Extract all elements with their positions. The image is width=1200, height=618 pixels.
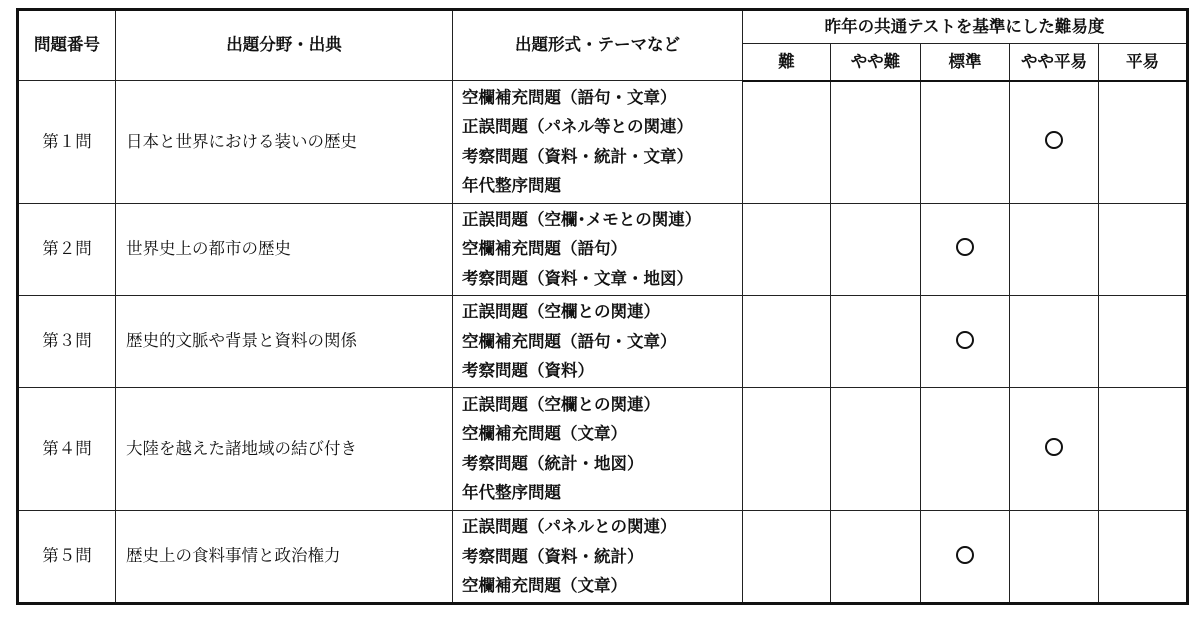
format-item: 考察問題（資料） [462, 361, 594, 381]
format-item: 空欄補充問題（語句・文章） [462, 87, 677, 107]
question-formats [453, 510, 743, 603]
format-item: 空欄補充問題（文章） [462, 424, 627, 444]
difficulty-cell-somewhat-hard [831, 510, 921, 603]
difficulty-cell-somewhat-easy [1010, 510, 1099, 603]
difficulty-cell-easy [1099, 510, 1188, 603]
difficulty-cell-somewhat-easy [1010, 81, 1099, 204]
header-field-source: 出題分野・出典 [116, 10, 453, 81]
format-item: 正誤問題（空欄との関連） [462, 394, 660, 414]
header-level-somewhat-hard: やや難 [831, 44, 921, 81]
circle-mark-icon [956, 238, 974, 256]
table-row [18, 295, 1188, 387]
format-item: 年代整序問題 [462, 176, 561, 196]
table-row [18, 81, 1188, 204]
question-field: 歴史上の食料事情と政治権力 [116, 510, 453, 603]
exam-analysis-table [16, 8, 1189, 605]
format-item: 正誤問題（パネル等との関連） [462, 117, 693, 137]
format-item: 年代整序問題 [462, 483, 561, 503]
circle-mark-icon [956, 331, 974, 349]
format-item: 考察問題（資料・文章・地図） [462, 268, 693, 288]
difficulty-cell-easy [1099, 388, 1188, 511]
difficulty-cell-hard [743, 295, 831, 387]
question-field: 大陸を越えた諸地域の結び付き [116, 388, 453, 511]
difficulty-cell-standard [921, 295, 1010, 387]
format-item: 考察問題（資料・統計・文章） [462, 146, 693, 166]
circle-mark-icon [1045, 438, 1063, 456]
circle-mark-icon [956, 546, 974, 564]
format-item: 正誤問題（パネルとの関連） [462, 517, 677, 537]
header-level-easy: 平易 [1099, 44, 1188, 81]
header-level-somewhat-easy: やや平易 [1010, 44, 1099, 81]
header-difficulty-group: 昨年の共通テストを基準にした難易度 [743, 10, 1188, 44]
difficulty-cell-somewhat-easy [1010, 388, 1099, 511]
circle-mark-icon [1045, 131, 1063, 149]
question-field: 日本と世界における装いの歴史 [116, 81, 453, 204]
difficulty-cell-somewhat-hard [831, 81, 921, 204]
difficulty-cell-standard [921, 203, 1010, 295]
question-field: 世界史上の都市の歴史 [116, 203, 453, 295]
difficulty-cell-easy [1099, 295, 1188, 387]
table-row [18, 510, 1188, 603]
difficulty-cell-somewhat-hard [831, 295, 921, 387]
question-number: 第３問 [18, 295, 116, 387]
format-item: 考察問題（統計・地図） [462, 453, 644, 473]
question-formats [453, 81, 743, 204]
table-row [18, 203, 1188, 295]
header-level-standard: 標準 [921, 44, 1010, 81]
header-question-no: 問題番号 [18, 10, 116, 81]
difficulty-cell-easy [1099, 81, 1188, 204]
difficulty-cell-somewhat-hard [831, 203, 921, 295]
difficulty-cell-somewhat-easy [1010, 203, 1099, 295]
difficulty-cell-hard [743, 81, 831, 204]
format-item: 考察問題（資料・統計） [462, 546, 644, 566]
difficulty-cell-hard [743, 510, 831, 603]
header-format-theme: 出題形式・テーマなど [453, 10, 743, 81]
question-formats [453, 203, 743, 295]
difficulty-cell-hard [743, 203, 831, 295]
difficulty-cell-somewhat-easy [1010, 295, 1099, 387]
format-item: 正誤問題（空欄との関連） [462, 302, 660, 322]
question-number: 第２問 [18, 203, 116, 295]
difficulty-cell-standard [921, 81, 1010, 204]
table-row [18, 388, 1188, 511]
format-item: 空欄補充問題（語句） [462, 239, 627, 259]
question-number: 第５問 [18, 510, 116, 603]
format-item: 空欄補充問題（語句・文章） [462, 331, 677, 351]
difficulty-cell-standard [921, 388, 1010, 511]
difficulty-cell-easy [1099, 203, 1188, 295]
question-field: 歴史的文脈や背景と資料の関係 [116, 295, 453, 387]
format-item: 正誤問題（空欄･メモとの関連） [462, 209, 702, 229]
format-item: 空欄補充問題（文章） [462, 576, 627, 596]
difficulty-cell-somewhat-hard [831, 388, 921, 511]
difficulty-cell-hard [743, 388, 831, 511]
question-formats [453, 388, 743, 511]
difficulty-cell-standard [921, 510, 1010, 603]
question-number: 第４問 [18, 388, 116, 511]
question-number: 第１問 [18, 81, 116, 204]
header-level-hard: 難 [743, 44, 831, 81]
question-formats [453, 295, 743, 387]
